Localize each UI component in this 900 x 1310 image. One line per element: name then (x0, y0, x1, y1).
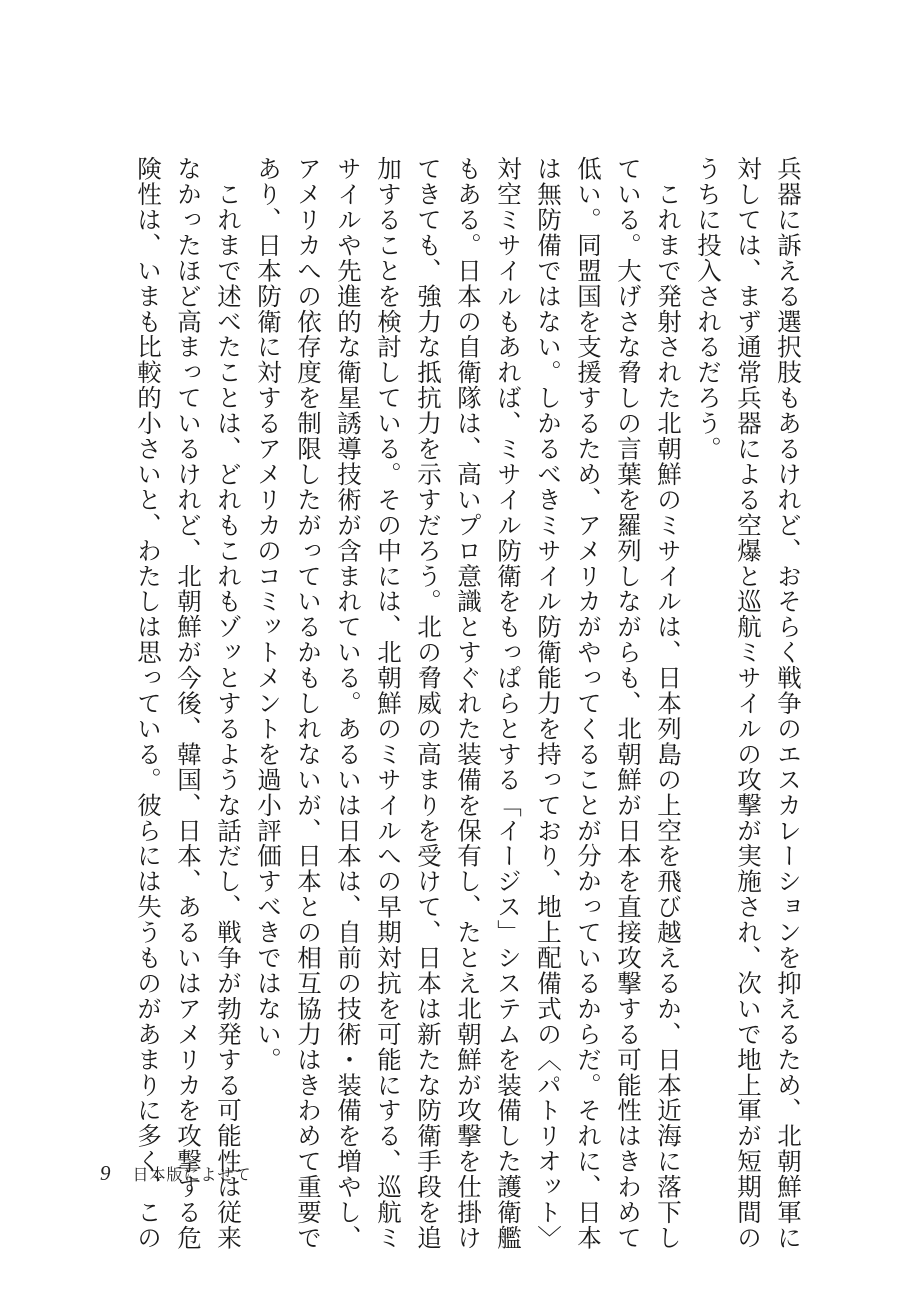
page-footer (100, 1160, 252, 1186)
paragraph-1: 兵器に訴える選択肢もあるけれど、おそらく戦争のエスカレーションを抑えるため、北朝鮮軍に 対しては、まず通常兵器による空爆と巡航ミサイルの攻撃が実施され、次いで地上軍が短期間の うちに投入されるだろう。 (694, 156, 803, 1251)
running-head: 日本版によせて (132, 1164, 252, 1184)
paragraph-2: これまで発射された北朝鮮のミサイルは、日本列島の上空を飛び越えるか、日本近海に落下し ている。大げさな脅しの言葉を羅列しながらも、北朝鮮が日本を直接攻撃する可能性はきわめて 低い。同盟国を支援するため、アメリカがやってくることが分かっているからだ。それに、日本 は無防備ではない。しかるべきミサイル防衛能力を持っており、地上配備式の〈パトリオット〉 対空ミサイルもあれば、ミサイル防衛をもっぱらとする「イージス」システムを装備した護衛艦 もある。日本の自衛隊は、高いプロ意識とすぐれた装備を保有し、たとえ北朝鮮が攻撃を仕掛け てきても、強力な抵抗力を示すだろう。北の脅威の高まりを受けて、日本は新たな防衛手段を追 加することを検討している。その中には、北朝鮮のミサイルへの早期対抗を可能にする、巡航ミ サイルや先進的な衛星誘導技術が含まれている。あるいは日本は、自前の技術・装備を増やし、 アメリカへの依存度を制限したがっているかもしれないが、日本との相互協力はきわめて重要で あり、日本防衛に対するアメリカのコミットメントを過小評価すべきではない。 (254, 156, 683, 1251)
page-number: 9 (100, 1160, 111, 1185)
paragraph-3: これまで述べたことは、どれもこれもゾッとするような話だし、戦争が勃発する可能性は従来 なかったほど高まっているけれど、北朝鮮が今後、韓国、日本、あるいはアメリカを攻撃する危 険性は、いまも比較的小さいと、わたしは思っている。彼らには失うものがあまりに多く、この (134, 156, 243, 1251)
